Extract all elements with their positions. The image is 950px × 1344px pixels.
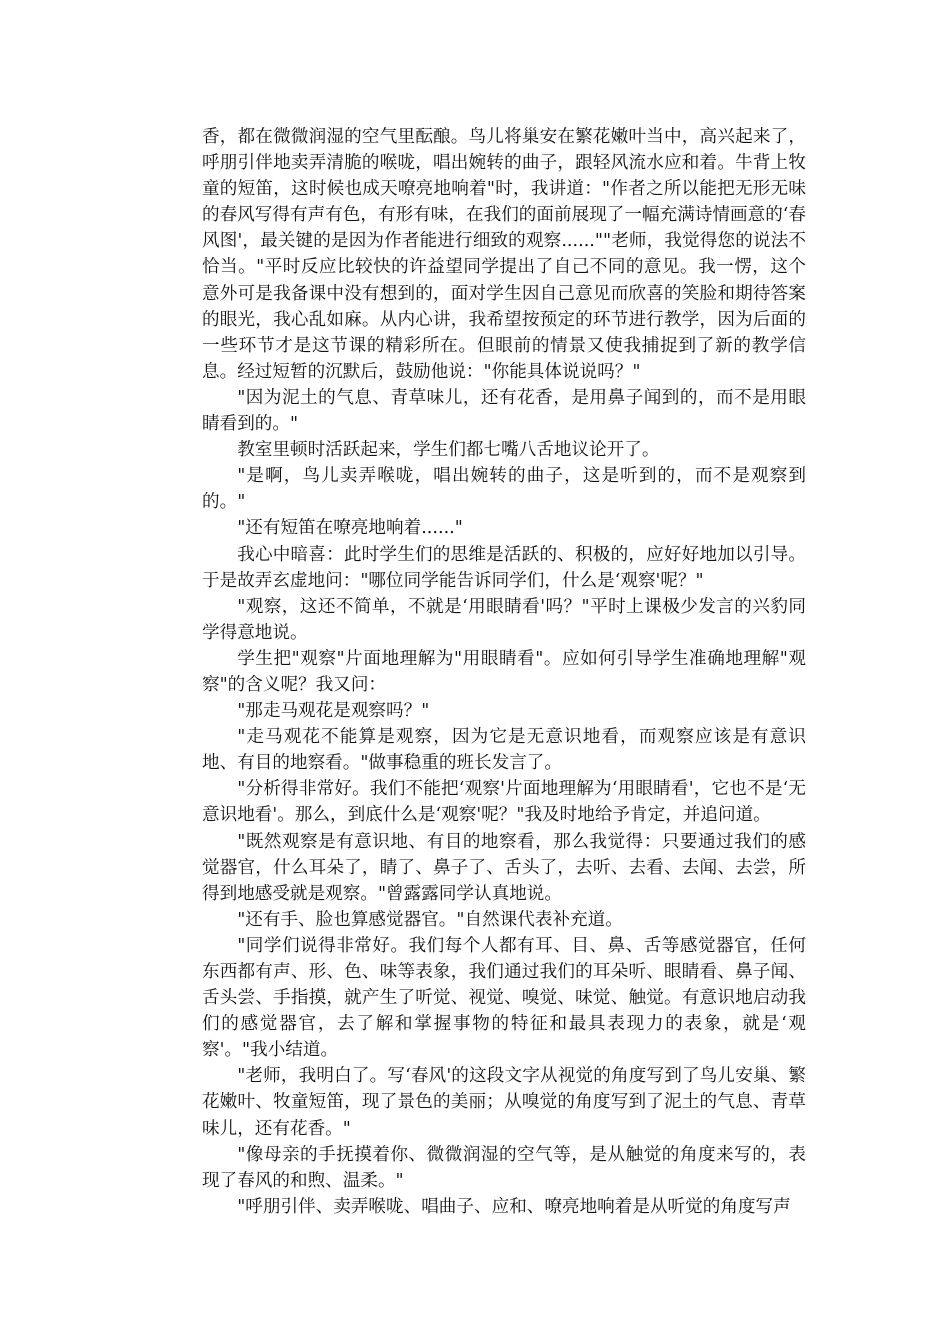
paragraph: "老师，我明白了。写‘春风'的这段文字从视觉的角度写到了鸟儿安巢、繁花嫩叶、牧童短笛，现了景色的美丽；从嗅觉的角度写到了泥土的气息、青草味儿，还有花香。" <box>202 1066 806 1139</box>
paragraph: "还有手、脸也算感觉器官。"自然课代表补充道。 <box>237 909 623 930</box>
paragraph: "既然观察是有意识地、有目的地察看，那么我觉得：只要通过我们的感觉器官，什么耳朵了，睛了、鼻子了、舌头了，去听、去看、去闻、去尝，所得到地感受就是观察。"曾露露同学认真地说。 <box>202 831 806 904</box>
paragraph: 我心中暗喜：此时学生们的思维是活跃的、积极的，应好好地加以引导。于是故弄玄虚地问："哪位同学能告诉同学们，什么是‘观察'呢？" <box>202 544 806 591</box>
paragraph: "是啊，鸟儿卖弄喉咙，唱出婉转的曲子，这是听到的，而不是观察到的。" <box>202 466 806 513</box>
paragraph: "那走马观花是观察吗？" <box>237 701 430 722</box>
paragraph: "因为泥土的气息、青草味儿，还有花香，是用鼻子闻到的，而不是用眼睛看到的。" <box>202 387 806 435</box>
paragraph: 学生把"观察"片面地理解为"用眼睛看"。应如何引导学生准确地理解"观察"的含义呢？我又问： <box>202 648 806 695</box>
paragraph: "同学们说得非常好。我们每个人都有耳、目、鼻、舌等感觉器官，任何东西都有声、形、色、味等表象，我们通过我们的耳朵听、眼睛看、鼻子闻、舌头尝、手指摸，就产生了听觉、视觉、嗅觉、味觉、触觉。有意识地启动我们的感觉器官，去了解和掌握事物的特征和最具表现力的表象，就是‘观察'。"我小结道。 <box>202 935 806 1061</box>
paragraph: 香，都在微微润湿的空气里酝酿。鸟儿将巢安在繁花嫩叶当中，高兴起来了，呼朋引伴地卖弄清脆的喉咙，唱出婉转的曲子，跟轻风流水应和着。牛背上牧童的短笛，这时候也成天嘹亮地响着"时，我讲道："作者之所以能把无形无味的春风写得有声有色，有形有味，在我们的面前展现了一幅充满诗情画意的‘春风图'，最关键的是因为作者能进行细致的观察......""老师，我觉得您的说法不恰当。"平时反应比较快的许益望同学提出了自己不同的意见。我一愣，这个意外可是我备课中没有想到的，面对学生因自己意见而欣喜的笑脸和期待答案的眼光，我心乱如麻。从内心讲，我希望按预定的环节进行教学，因为后面的一些环节才是这节课的精彩所在。但眼前的情景又使我捕捉到了新的教学信息。经过短暂的沉默后，鼓励他说："你能具体说说吗？" <box>202 127 806 382</box>
paragraph: "还有短笛在嘹亮地响着......" <box>237 518 463 539</box>
paragraph: "呼朋引伴、卖弄喉咙、唱曲子、应和、嘹亮地响着是从听觉的角度写声 <box>237 1196 791 1217</box>
paragraph: "分析得非常好。我们不能把‘观察'片面地理解为‘用眼睛看'，它也不是‘无意识地看'。那么，到底什么是‘观察'呢？"我及时地给予肯定，并追问道。 <box>202 779 806 826</box>
paragraph: 教室里顿时活跃起来，学生们都七嘴八舌地议论开了。 <box>237 440 660 461</box>
paragraph: "像母亲的手抚摸着你、微微润湿的空气等，是从触觉的角度来写的，表现了春风的和煦、温柔。" <box>202 1144 806 1191</box>
paragraph: "观察，这还不简单，不就是‘用眼睛看'吗？"平时上课极少发言的兴豹同学得意地说。 <box>202 596 806 643</box>
paragraph: "走马观花不能算是观察，因为它是无意识地看，而观察应该是有意识地、有目的地察看。"做事稳重的班长发言了。 <box>202 727 806 774</box>
document-body <box>202 124 806 1220</box>
